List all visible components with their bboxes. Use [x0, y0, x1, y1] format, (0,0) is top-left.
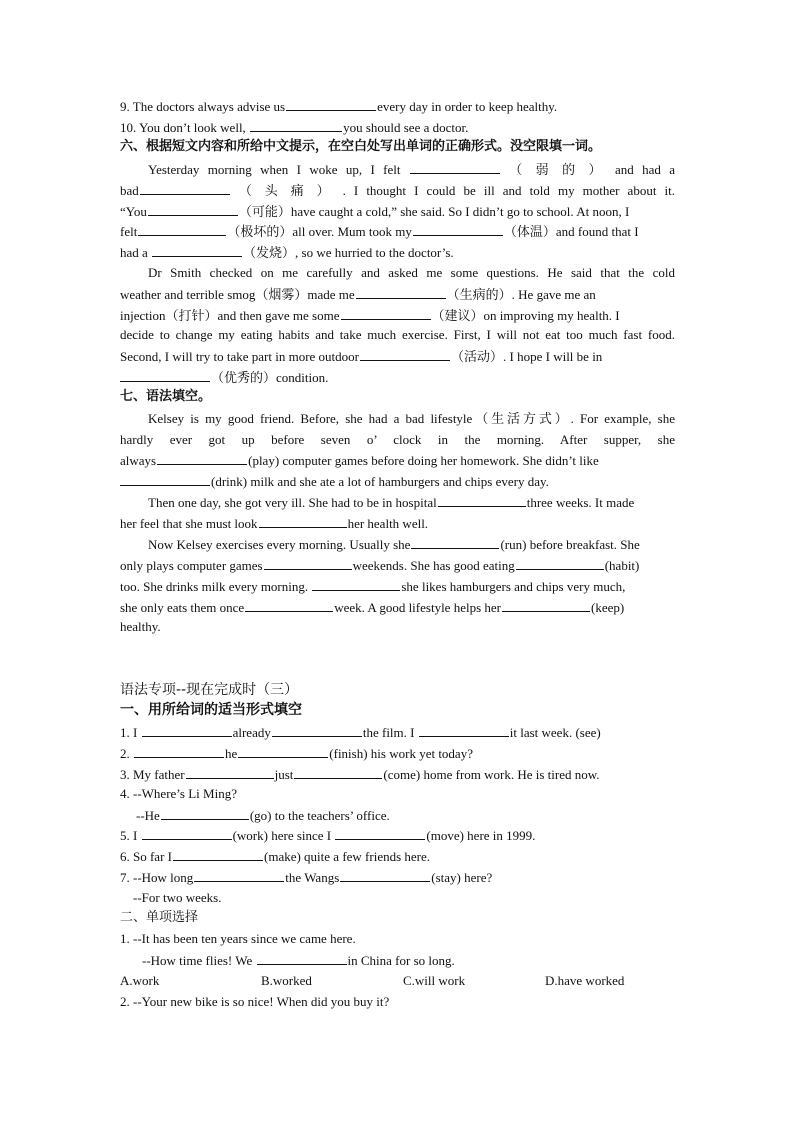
answer-blank[interactable]	[134, 745, 224, 758]
passage-text: Dr Smith checked on me carefully and asked me some questions. He said that the cold	[148, 265, 675, 280]
grammar-question-4-answer	[136, 807, 390, 824]
passage-text: (habit)	[604, 558, 640, 573]
answer-blank[interactable]	[148, 203, 238, 216]
answer-blank[interactable]	[312, 578, 400, 591]
passage-text: weather and terrible smog（烟雾）made me	[120, 287, 355, 302]
grammar-question-4	[120, 786, 237, 802]
answer-blank[interactable]	[161, 807, 249, 820]
answer-blank[interactable]	[142, 827, 232, 840]
question-text: 5. I	[120, 828, 141, 843]
passage-text: (run) before breakfast. She	[500, 537, 640, 552]
answer-blank[interactable]	[140, 182, 230, 195]
passage-line	[120, 307, 620, 324]
option-c[interactable]: C.will work	[403, 973, 466, 988]
passage-line	[120, 348, 602, 365]
passage-line	[148, 536, 640, 553]
answer-blank[interactable]	[411, 536, 499, 549]
passage-line	[148, 265, 675, 281]
option-a[interactable]: A.work	[120, 973, 160, 988]
question-text: 2. --Your new bike is so nice! When did you buy it?	[120, 994, 390, 1009]
passage-text: had a	[120, 245, 152, 260]
passage-text: （ 弱 的 ） and had a	[509, 162, 676, 177]
answer-blank[interactable]	[138, 223, 226, 236]
answer-blank[interactable]	[356, 286, 446, 299]
answer-blank[interactable]	[120, 369, 210, 382]
grammar-question-7	[120, 869, 492, 886]
passage-text: Kelsey is my good friend. Before, she had a bad lifestyle（生活方式）. For example, she	[148, 411, 675, 426]
passage-text: only plays computer games	[120, 558, 263, 573]
question-text: (come) home from work. He is tired now.	[383, 767, 600, 782]
passage-line	[120, 286, 596, 303]
answer-blank[interactable]	[257, 952, 347, 965]
grammar-heading-2: 二、单项选择	[120, 910, 199, 925]
passage-text: (play) computer games before doing her homework. She didn’t like	[248, 453, 599, 468]
passage-text: too. She drinks milk every morning.	[120, 579, 312, 594]
answer-blank[interactable]	[341, 307, 431, 320]
passage-text: injection（打针）and then gave me some	[120, 308, 340, 323]
answer-blank[interactable]	[186, 766, 274, 779]
passage-text: she only eats them once	[120, 600, 245, 615]
question-10	[120, 119, 468, 136]
passage-text: her health well.	[347, 516, 429, 531]
answer-blank[interactable]	[294, 766, 382, 779]
question-text: --For two weeks.	[133, 890, 222, 905]
section-7-heading: 七、语法填空。	[120, 389, 212, 404]
passage-text: healthy.	[120, 619, 161, 634]
mc-question-2	[120, 994, 389, 1010]
passage-line	[120, 619, 161, 635]
question-text: 7. --How long	[120, 870, 194, 885]
passage-text: always	[120, 453, 157, 468]
question-text: in China for so long.	[347, 953, 455, 968]
answer-blank[interactable]	[516, 557, 604, 570]
question-text: (move) here in 1999.	[426, 828, 536, 843]
question-text: 2.	[120, 746, 133, 761]
question-9	[120, 98, 557, 115]
passage-text: week. A good lifestyle helps her	[334, 600, 501, 615]
passage-text: （极坏的）all over. Mum took my	[227, 224, 412, 239]
question-text: the Wangs	[285, 870, 340, 885]
passage-line	[148, 494, 634, 511]
passage-text: Second, I will try to take part in more outdoor	[120, 349, 360, 364]
passage-line	[120, 452, 599, 469]
answer-blank[interactable]	[502, 599, 590, 612]
passage-text: （活动）. I hope I will be in	[451, 349, 603, 364]
passage-line	[120, 327, 675, 343]
passage-text: felt	[120, 224, 138, 239]
grammar-title: 语法专项--现在完成时（三）	[120, 682, 299, 698]
grammar-question-1	[120, 724, 601, 741]
passage-line	[120, 223, 639, 240]
passage-text: Yesterday morning when I woke up, I felt	[148, 162, 401, 177]
question-text: the film. I	[362, 725, 418, 740]
passage-text: Then one day, she got very ill. She had to be in hospital	[148, 495, 437, 510]
answer-blank[interactable]	[438, 494, 526, 507]
answer-blank[interactable]	[238, 745, 328, 758]
grammar-question-7-answer	[133, 890, 221, 906]
answer-blank[interactable]	[410, 161, 500, 174]
passage-text: （ 头 痛 ） . I thought I could be ill and told my mother about it.	[238, 183, 676, 198]
passage-text: (keep)	[591, 600, 625, 615]
passage-line	[120, 203, 629, 220]
question-text: 4. --Where’s Li Ming?	[120, 786, 237, 801]
passage-line	[120, 182, 675, 199]
passage-line	[148, 161, 675, 178]
passage-line	[120, 578, 625, 595]
grammar-question-6	[120, 848, 430, 865]
passage-text: （生病的）. He gave me an	[446, 287, 596, 302]
passage-text: Now Kelsey exercises every morning. Usually she	[148, 537, 411, 552]
answer-blank[interactable]	[142, 724, 232, 737]
passage-text: （建议）on improving my health. I	[431, 308, 620, 323]
passage-text: （发烧）, so we hurried to the doctor’s.	[243, 245, 454, 260]
question-text: (make) quite a few friends here.	[264, 849, 431, 864]
question-text: 6. So far I	[120, 849, 172, 864]
answer-blank[interactable]	[173, 848, 263, 861]
passage-text: “You	[120, 204, 147, 219]
mc-question-1	[120, 931, 356, 947]
question-text: 10. You don’t look well,	[120, 120, 250, 135]
answer-blank[interactable]	[340, 869, 430, 882]
question-text: (go) to the teachers’ office.	[249, 808, 390, 823]
grammar-question-5	[120, 827, 535, 844]
answer-blank[interactable]	[194, 869, 284, 882]
passage-text: hardly ever got up before seven o’ clock in the morning. After supper, she	[120, 432, 675, 447]
question-text: he	[225, 746, 238, 761]
question-text: 9. The doctors always advise us	[120, 99, 286, 114]
answer-blank[interactable]	[120, 473, 210, 486]
answer-blank[interactable]	[360, 348, 450, 361]
passage-line	[120, 557, 639, 574]
grammar-heading-1: 一、用所给词的适当形式填空	[120, 702, 302, 718]
answer-blank[interactable]	[245, 599, 333, 612]
question-text: 3. My father	[120, 767, 185, 782]
passage-text: (drink) milk and she ate a lot of hamburgers and chips every day.	[211, 474, 549, 489]
passage-text: three weeks. It made	[526, 495, 635, 510]
passage-text: （体温）and found that I	[503, 224, 639, 239]
option-d[interactable]: D.have worked	[545, 973, 625, 988]
passage-line	[120, 473, 549, 490]
question-text: just	[274, 767, 294, 782]
answer-blank[interactable]	[152, 244, 242, 257]
section-6-heading: 六、根据短文内容和所给中文提示，在空白处写出单词的正确形式。没空限填一词。	[120, 139, 602, 154]
grammar-question-2	[120, 745, 473, 762]
option-b[interactable]: B.worked	[261, 973, 312, 988]
passage-line	[120, 599, 624, 616]
answer-blank[interactable]	[335, 827, 425, 840]
question-text: already	[232, 725, 271, 740]
question-text: (work) here since I	[232, 828, 335, 843]
passage-text: （可能）have caught a cold,” she said. So I didn’t go to school. At noon, I	[238, 204, 630, 219]
answer-blank[interactable]	[157, 452, 247, 465]
mc-question-1-line-2	[142, 952, 455, 969]
answer-blank[interactable]	[419, 724, 509, 737]
question-text: it last week. (see)	[509, 725, 601, 740]
question-text: (stay) here?	[431, 870, 493, 885]
question-text: every day in order to keep healthy.	[377, 99, 558, 114]
passage-text: decide to change my eating habits and take much exercise. First, I will not eat too much fast food.	[120, 327, 675, 342]
passage-line	[120, 515, 428, 532]
question-text: 1. --It has been ten years since we came here.	[120, 931, 356, 946]
answer-blank[interactable]	[272, 724, 362, 737]
answer-blank[interactable]	[250, 119, 342, 132]
passage-text: her feel that she must look	[120, 516, 258, 531]
passage-text: （优秀的）condition.	[211, 370, 329, 385]
question-text: --He	[136, 808, 160, 823]
grammar-question-3	[120, 766, 600, 783]
question-text: (finish) his work yet today?	[329, 746, 473, 761]
passage-line	[148, 411, 675, 427]
answer-blank[interactable]	[413, 223, 503, 236]
passage-line	[120, 244, 454, 261]
answer-blank[interactable]	[259, 515, 347, 528]
answer-blank[interactable]	[286, 98, 376, 111]
question-text: you should see a doctor.	[343, 120, 469, 135]
passage-line	[120, 369, 328, 386]
question-text: 1. I	[120, 725, 141, 740]
passage-text: weekends. She has good eating	[352, 558, 515, 573]
answer-blank[interactable]	[264, 557, 352, 570]
passage-text: she likes hamburgers and chips very much,	[401, 579, 626, 594]
passage-line	[120, 432, 675, 448]
passage-text: bad	[120, 183, 139, 198]
question-text: --How time flies! We	[142, 953, 256, 968]
